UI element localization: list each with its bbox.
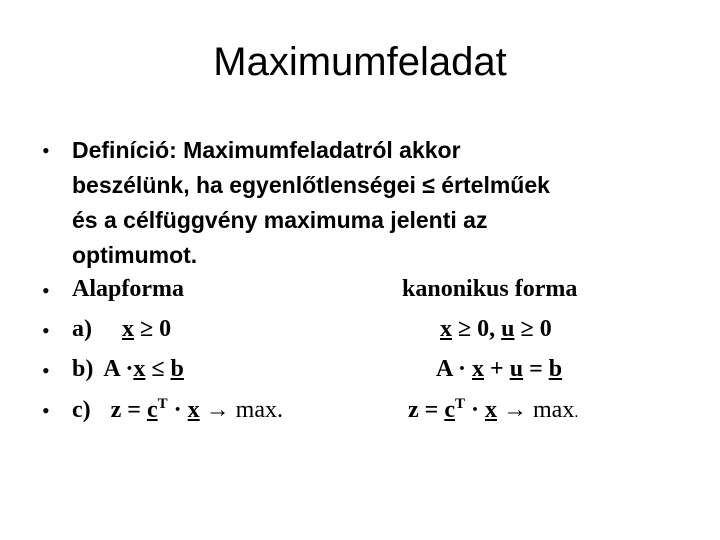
slide-title: Maximumfeladat <box>213 40 507 84</box>
kanonikus-forma-label: kanonikus forma <box>402 276 578 302</box>
definition-line-2 <box>72 168 692 203</box>
row-b-left-pre: A · <box>103 356 134 382</box>
transpose-superscript: T <box>157 396 168 412</box>
right-arrow-symbol: → <box>497 397 534 423</box>
row-b-label: b) <box>72 356 94 382</box>
vector-x: x <box>472 356 485 382</box>
row-c-left-max: max. <box>235 397 283 423</box>
bullet-c: • <box>42 398 50 423</box>
vector-b: b <box>548 356 563 382</box>
right-arrow-symbol: → <box>199 397 236 423</box>
row-c-left-pre: z = <box>110 397 147 423</box>
vector-c: c <box>146 397 158 423</box>
vector-x: x <box>440 316 452 342</box>
vector-b: b <box>170 356 184 382</box>
vector-x: x <box>187 397 200 423</box>
definition-text <box>72 133 692 273</box>
vector-c: c <box>444 397 455 423</box>
row-a-right <box>440 316 552 343</box>
row-b-right-eq: = <box>523 356 549 382</box>
bullet-definition: • <box>42 138 50 163</box>
row-c-right-dot: · <box>465 397 486 423</box>
row-c-left <box>72 396 283 424</box>
row-c-right-period: . <box>574 404 579 421</box>
row-a-left-op: ≥ 0 <box>134 316 172 342</box>
row-a-left <box>72 316 171 343</box>
bullet-b: • <box>42 358 50 383</box>
definition-line-2-pre: beszélünk, ha egyenlőtlenségei <box>72 172 423 198</box>
row-a-label: a) <box>72 316 92 342</box>
row-c-right-pre: z = <box>408 397 445 423</box>
alapforma-label: Alapforma <box>72 276 184 302</box>
row-c-right-max: max <box>533 397 575 423</box>
bullet-alapforma: • <box>42 278 50 303</box>
bullet-a: • <box>42 318 50 343</box>
definition-line-3: és a célfüggvény maximuma jelenti az <box>72 207 488 233</box>
less-equal-symbol: ≤ <box>422 172 435 198</box>
row-b-left <box>72 356 184 383</box>
row-b-right <box>436 356 562 383</box>
definition-line-1: Definíció: Maximumfeladatról akkor <box>72 137 461 163</box>
vector-u: u <box>509 356 524 382</box>
row-b-left-op: ≤ <box>145 356 171 382</box>
row-a-right-mid: ≥ 0, <box>452 316 502 342</box>
definition-line-2-post: értelműek <box>434 172 550 198</box>
vector-u: u <box>501 316 515 342</box>
vector-x: x <box>122 316 134 342</box>
row-c-right <box>408 396 578 424</box>
definition-line-4: optimumot. <box>72 242 198 268</box>
row-c-left-dot: · <box>167 397 188 423</box>
row-a-right-end: ≥ 0 <box>514 316 552 342</box>
row-b-right-plus: + <box>484 356 510 382</box>
row-c-label: c) <box>72 397 91 423</box>
vector-x: x <box>485 397 498 423</box>
transpose-superscript: T <box>454 396 465 412</box>
vector-x: x <box>133 356 146 382</box>
row-b-right-pre: A · <box>436 356 473 382</box>
